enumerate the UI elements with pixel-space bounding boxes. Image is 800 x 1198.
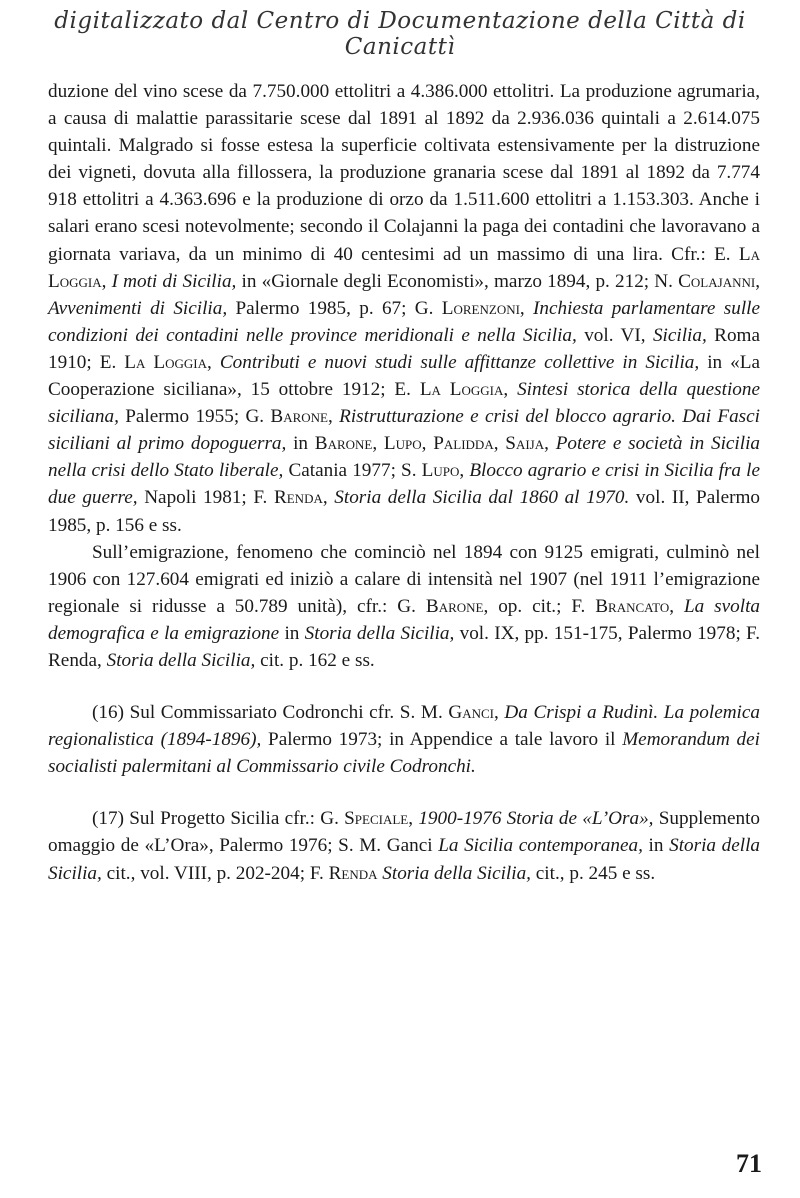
text-run: , — [493, 702, 505, 724]
text-run: , — [503, 379, 518, 401]
text-run: Catania 1977; S. — [283, 460, 422, 482]
author-name: Speciale — [344, 808, 409, 830]
italic-text: Storia della Sicilia dal 1860 al 1970. — [334, 487, 630, 509]
italic-text: Ristrutturazione e crisi del blocco agrario. Dai Fasci siciliani al primo dopoguerra, — [48, 406, 760, 455]
author-name: Barone — [425, 595, 484, 617]
italic-text: Memorandum dei socialisti palermitani al Commissario civile Codronchi. — [48, 729, 761, 778]
text-run: duzione del vino scese da 7.750.000 ettolitri a 4.386.000 ettolitri. La produzione agrumaria, a causa di malattie parassitarie scese dal 1891 al 1892 da 2.936.036 quintali a 2.614.075 quintali. Malgrado si fosse estesa la superficie coltivata estensivamente per la distruzione dei vigneti, dovuta alla fillossera, la produzione granaria scese dal 1891 al 1892 da 7.774 918 ettolitri a 4.363.696 e la produzione di orzo da 1.511.600 ettolitri a 1.153.303. Anche i salari erano scesi notevolmente; secondo il Colajanni la paga dei contadini che lavoravano a giornata variava, da un minimo di 40 centesimi ad un massimo di una lira. Cfr.: E. — [48, 81, 760, 265]
page-number: 71 — [736, 1149, 762, 1178]
italic-text: Contributi e nuovi studi sulle affittanze collettive in Sicilia, — [219, 351, 700, 373]
author-name: Lorenzoni — [441, 297, 520, 319]
text-run: Sull’emigrazione, fenomeno che cominciò nel 1894 con 9125 emigrati, culminò nel 1906 con 127.604 emigrati ed iniziò a calare di intensità nel 1907 (nel 1911 l’emigrazione regionale si ridusse a 50.789 unità), cfr.: G. — [48, 541, 760, 617]
text-run: Roma 1910; E. — [48, 324, 760, 373]
text-run: , — [101, 270, 112, 292]
text-run: Palermo 1985, p. 67; G. — [227, 297, 442, 319]
italic-text: Da Crispi a Rudinì. La polemica regionalistica (1894-1896), — [48, 702, 761, 751]
text-run: in «La Cooperazione siciliana», 15 ottobre 1912; E. — [48, 351, 761, 401]
text-run: , — [544, 433, 556, 455]
italic-text: Storia della Sicilia, — [304, 622, 455, 644]
text-run: (16) Sul Commissariato Codronchi cfr. S. M. — [92, 702, 449, 724]
author-name: Barone, Lupo, Palidda, Saija — [314, 433, 545, 455]
italic-text: Storia della Sicilia, — [382, 862, 531, 884]
text-run: cit., vol. VIII, p. 202-204; F. — [101, 862, 329, 884]
text-run: in — [279, 622, 305, 644]
author-name: Ganci — [448, 702, 494, 724]
text-run: Supplemento omaggio de «L’Ora», Palermo 1976; S. M. Ganci — [48, 808, 760, 857]
footnote-body — [48, 78, 760, 887]
italic-text: Inchiesta parlamentare sulle condizioni dei contadini nelle province meridionali e nella Sicilia, — [48, 297, 760, 346]
italic-text: Avvenimenti di Sicilia, — [48, 297, 228, 319]
text-run: in «Giornale degli Economisti», marzo 1894, p. 212; N. — [236, 270, 679, 292]
text-run: (17) Sul Progetto Sicilia cfr.: G. — [92, 808, 345, 830]
author-name: Brancato — [595, 595, 670, 617]
text-run: , — [669, 595, 684, 617]
text-run: Palermo 1973; in Appendice a tale lavoro il — [261, 729, 623, 751]
text-run: , — [327, 406, 340, 428]
text-run: , — [519, 297, 534, 319]
text-run: vol. IX, pp. 151-175, Palermo 1978; F. Renda, — [48, 622, 760, 671]
text-run: , op. cit.; F. — [483, 595, 596, 617]
text-run: , — [408, 808, 419, 830]
author-name: Colajanni — [678, 270, 756, 292]
author-name: Barone — [270, 406, 328, 428]
italic-text: 1900-1976 Storia de «L’Ora», — [418, 808, 654, 830]
text-run: vol. II, Palermo 1985, p. 156 e ss. — [48, 487, 760, 536]
text-run: , — [755, 270, 760, 292]
author-name: La Loggia — [419, 379, 504, 401]
italic-text: Sicilia, — [652, 324, 707, 346]
paragraph — [48, 805, 760, 886]
text-run: in — [286, 433, 315, 455]
paragraph — [48, 539, 760, 674]
text-run: , — [207, 351, 220, 373]
text-run: vol. VI, — [576, 324, 653, 346]
italic-text: La Sicilia contemporanea, — [438, 835, 643, 857]
text-run: in — [642, 835, 670, 857]
author-name: Renda — [273, 487, 323, 509]
author-name: Lupo — [421, 460, 460, 482]
author-name: La Loggia — [124, 351, 208, 373]
paragraph — [48, 699, 760, 780]
text-run: , — [459, 460, 470, 482]
italic-text: Storia della Sicilia, — [106, 649, 256, 671]
text-run: Napoli 1981; F. — [137, 487, 274, 509]
text-run: cit. p. 162 e ss. — [255, 649, 375, 671]
italic-text: I moti di Sicilia, — [111, 270, 237, 292]
italic-text: Potere e società in Sicilia nella crisi dello Stato liberale, — [48, 433, 761, 482]
italic-text: Blocco agrario e crisi in Sicilia fra le due guerre, — [48, 460, 761, 509]
text-run: cit., p. 245 e ss. — [530, 862, 656, 884]
italic-text: Storia della Sicilia, — [48, 835, 760, 884]
paragraph — [48, 78, 760, 539]
digitization-header: digitalizzato dal Centro di Documentazione della Città di Canicattì — [54, 8, 746, 60]
author-name: Renda — [328, 862, 378, 884]
italic-text: La svolta demografica e la emigrazione — [48, 595, 760, 644]
text-run: , — [322, 487, 335, 509]
author-name: La Loggia — [48, 243, 760, 292]
italic-text: Sintesi storica della questione siciliana, — [48, 379, 761, 428]
text-run: Palermo 1955; G. — [118, 406, 271, 428]
